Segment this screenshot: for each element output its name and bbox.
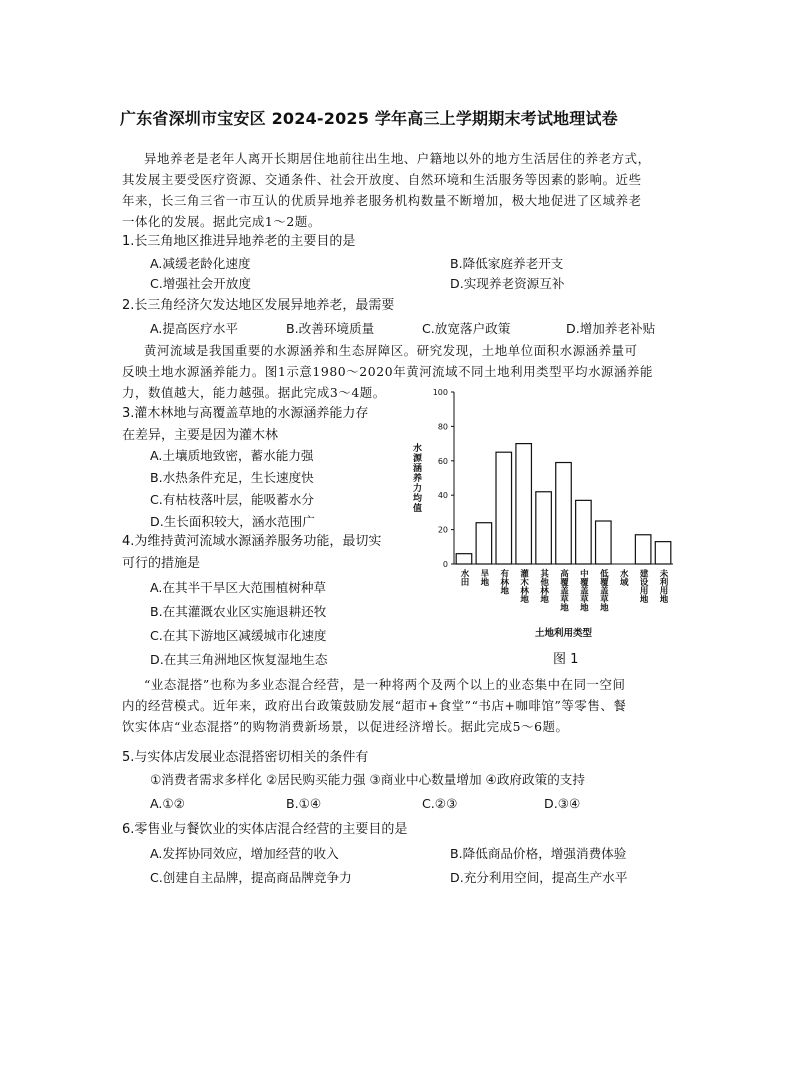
bar-5 [536, 492, 552, 564]
passage-3-line-1: “业态混搭”也称为多业态混合经营，是一种将两个及两个以上的业态集中在同一空间 [144, 677, 626, 692]
question-3-option-d[interactable]: D.生长面积较大，涵水范围广 [150, 514, 315, 529]
passage-1-line-3: 年来，长三角三省一市互认的优质异地养老服务机构数量不断增加，极大地促进了区域养老 [122, 193, 642, 208]
x-tick-label: 未利用地 [658, 569, 669, 603]
bar-11 [655, 542, 671, 564]
question-2-option-d[interactable]: D.增加养老补贴 [566, 321, 656, 336]
question-5-option-c[interactable]: C.②③ [422, 796, 458, 811]
question-5-option-b[interactable]: B.①④ [286, 796, 322, 811]
y-tick-label: 20 [437, 525, 448, 535]
x-tick-label: 建设用地 [638, 569, 649, 603]
question-5-stem: 5.与实体店发展业态混搭密切相关的条件有 [122, 750, 369, 765]
bar-2 [476, 523, 492, 564]
question-6-option-d[interactable]: D.充分利用空间，提高生产水平 [450, 870, 628, 885]
question-6-stem: 6.零售业与餐饮业的实体店混合经营的主要目的是 [122, 822, 408, 837]
question-5-option-a[interactable]: A.①② [150, 796, 185, 811]
question-5-items: ①消费者需求多样化 ②居民购买能力强 ③商业中心数量增加 ④政府政策的支持 [150, 772, 585, 787]
y-tick-label: 80 [437, 422, 448, 432]
exam-title: 广东省深圳市宝安区 2024-2025 学年高三上学期期末考试地理试卷 [120, 109, 618, 128]
question-3-stem-line-2: 在差异，主要是因为灌木林 [122, 428, 279, 443]
question-1-option-b[interactable]: B.降低家庭养老开支 [450, 256, 564, 271]
chart-svg [398, 384, 688, 674]
x-tick-label: 低覆盖草地 [598, 569, 609, 612]
question-6-option-a[interactable]: A.发挥协同效应，增加经营的收入 [150, 846, 339, 861]
question-4-option-b[interactable]: B.在其灌溉农业区实施退耕还牧 [150, 604, 327, 619]
question-4-stem-line-2: 可行的措施是 [122, 556, 201, 571]
passage-3-line-2: 内的经营模式。近年来，政府出台政策鼓励发展“超市+食堂”“书店+咖啡馆”等零售、餐 [122, 698, 627, 713]
y-tick-label: 60 [437, 456, 448, 466]
question-3-stem-line-1: 3.灌木林地与高覆盖草地的水源涵养能力存 [122, 406, 369, 421]
x-tick-label: 水域 [618, 569, 629, 586]
passage-2-line-2: 反映土地水源涵养能力。图1示意1980～2020年黄河流域不同土地利用类型平均水源涵养能 [122, 364, 654, 379]
question-4-stem-line-1: 4.为维持黄河流域水源涵养服务功能，最切实 [122, 534, 382, 549]
question-3-option-c[interactable]: C.有枯枝落叶层，能吸蓄水分 [150, 492, 314, 507]
bar-3 [496, 452, 512, 564]
figure-caption: 图 1 [553, 652, 579, 667]
passage-1-line-4: 一体化的发展。据此完成1～2题。 [122, 214, 321, 229]
bar-7 [576, 500, 592, 564]
question-4-option-d[interactable]: D.在其三角洲地区恢复湿地生态 [150, 652, 328, 667]
question-5-option-d[interactable]: D.③④ [544, 796, 581, 811]
question-2-option-b[interactable]: B.改善环境质量 [286, 321, 375, 336]
passage-3-line-3: 饮实体店“业态混搭”的购物消费新场景，以促进经济增长。据此完成5～6题。 [122, 719, 569, 734]
bar-1 [456, 554, 472, 564]
question-3-option-b[interactable]: B.水热条件充足，生长速度快 [150, 470, 314, 485]
question-2-option-a[interactable]: A.提高医疗水平 [150, 321, 238, 336]
question-2-option-c[interactable]: C.放宽落户政策 [422, 321, 511, 336]
question-1-stem: 1.长三角地区推进异地养老的主要目的是 [122, 234, 356, 249]
x-tick-label: 灌木林地 [518, 569, 529, 603]
bar-10 [635, 535, 651, 564]
x-tick-label: 高覆盖草地 [558, 569, 569, 612]
x-tick-label: 中覆盖草地 [578, 569, 589, 612]
bar-6 [556, 463, 572, 564]
question-6-option-b[interactable]: B.降低商品价格，增强消费体验 [450, 846, 627, 861]
x-tick-label: 有林地 [498, 569, 509, 595]
y-tick-label: 0 [442, 560, 448, 569]
x-tick-label: 旱地 [478, 569, 489, 586]
question-4-option-a[interactable]: A.在其半干旱区大范围植树种草 [150, 580, 327, 595]
bar-8 [596, 521, 612, 564]
bar-4 [516, 444, 532, 564]
x-tick-label: 其他林地 [538, 569, 549, 603]
y-axis-label: 水源涵养力均值 [411, 443, 421, 513]
x-tick-label: 水田 [458, 569, 469, 586]
question-4-option-c[interactable]: C.在其下游地区减缓城市化速度 [150, 628, 327, 643]
question-3-option-a[interactable]: A.土壤质地致密，蓄水能力强 [150, 448, 314, 463]
question-1-option-d[interactable]: D.实现养老资源互补 [450, 276, 565, 291]
question-6-option-c[interactable]: C.创建自主品牌，提高商品牌竞争力 [150, 870, 352, 885]
y-tick-label: 40 [437, 491, 448, 501]
passage-1-line-1: 异地养老是老年人离开长期居住地前往出生地、户籍地以外的地方生活居住的养老方式， [144, 151, 651, 166]
x-axis-label: 土地利用类型 [534, 628, 593, 639]
passage-2-line-3: 力，数值越大，能力越强。据此完成3～4题。 [122, 385, 386, 400]
question-1-option-c[interactable]: C.增强社会开放度 [150, 276, 251, 291]
passage-1-line-2: 其发展主要受医疗资源、交通条件、社会开放度、自然环境和生活服务等因素的影响。近些 [122, 172, 642, 187]
question-1-option-a[interactable]: A.减缓老龄化速度 [150, 256, 251, 271]
y-tick-label: 100 [432, 388, 448, 397]
passage-2-line-1: 黄河流域是我国重要的水源涵养和生态屏障区。研究发现，土地单位面积水源涵养量可 [144, 343, 638, 358]
question-2-stem: 2.长三角经济欠发达地区发展异地养老，最需要 [122, 298, 395, 313]
figure-1-bar-chart [398, 384, 688, 674]
